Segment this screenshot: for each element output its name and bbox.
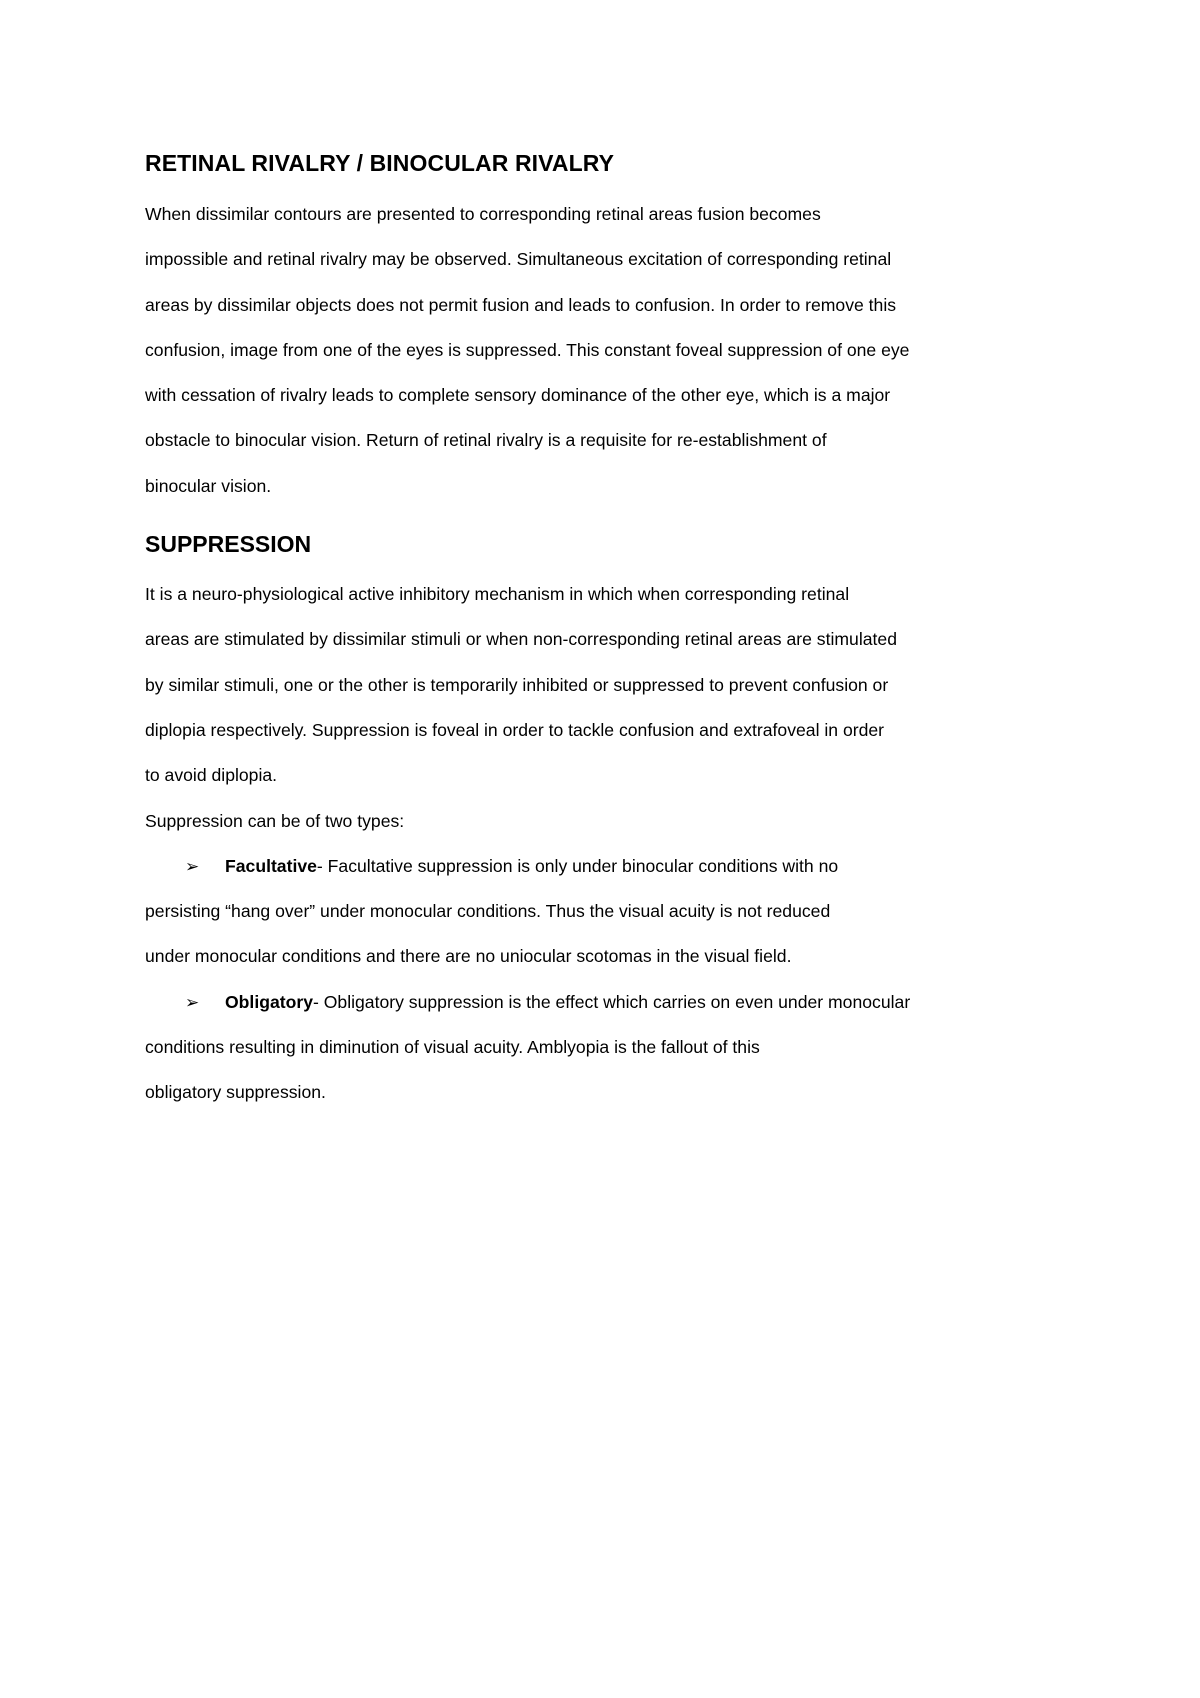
paragraph-line: obstacle to binocular vision. Return of retinal rivalry is a requisite for re-establishment of <box>145 430 827 451</box>
paragraph-line: to avoid diplopia. <box>145 765 278 786</box>
document-body <box>145 148 1045 1116</box>
types-intro: Suppression can be of two types: <box>145 810 405 831</box>
bullet-obligatory <box>145 980 1045 1116</box>
bullet-text: - Facultative suppression is only under binocular conditions with no <box>316 855 839 876</box>
bullet-first-line <box>145 844 1045 889</box>
bullet-title: Obligatory <box>225 991 313 1012</box>
heading-retinal-rivalry: RETINAL RIVALRY / BINOCULAR RIVALRY <box>145 150 615 176</box>
paragraph-line: It is a neuro-physiological active inhibitory mechanism in which when corresponding retinal <box>145 584 850 605</box>
paragraph-suppression <box>145 572 1045 798</box>
heading-suppression: SUPPRESSION <box>145 531 312 558</box>
bullet-title: Facultative <box>225 855 317 876</box>
paragraph-line: diplopia respectively. Suppression is foveal in order to tackle confusion and extrafoveal in order <box>145 719 885 740</box>
paragraph-line: impossible and retinal rivalry may be observed. Simultaneous excitation of corresponding retinal <box>145 249 892 270</box>
bullet-continuation-line: persisting “hang over” under monocular conditions. Thus the visual acuity is not reduced <box>145 901 831 922</box>
paragraph-line: binocular vision. <box>145 475 272 496</box>
paragraph-line: areas are stimulated by dissimilar stimuli or when non-corresponding retinal areas are stimulated <box>145 629 897 650</box>
paragraph-line: confusion, image from one of the eyes is suppressed. This constant foveal suppression of one eye <box>145 339 910 360</box>
bullet-first-line <box>145 980 1045 1025</box>
bullet-continuation-line: under monocular conditions and there are no uniocular scotomas in the visual field. <box>145 946 792 967</box>
paragraph-line: with cessation of rivalry leads to complete sensory dominance of the other eye, which is a major <box>145 385 891 406</box>
paragraph-line: areas by dissimilar objects does not permit fusion and leads to confusion. In order to remove this <box>145 294 897 315</box>
arrow-bullet-icon: ➢ <box>185 856 200 876</box>
paragraph-retinal-rivalry <box>145 192 1045 509</box>
bullet-continuation-line: conditions resulting in diminution of visual acuity. Amblyopia is the fallout of this <box>145 1037 760 1058</box>
paragraph-line: by similar stimuli, one or the other is temporarily inhibited or suppressed to prevent confusion or <box>145 674 889 695</box>
paragraph-line: When dissimilar contours are presented to corresponding retinal areas fusion becomes <box>145 204 821 224</box>
bullet-continuation-line: obligatory suppression. <box>145 1082 326 1103</box>
bullet-facultative <box>145 844 1045 980</box>
bullet-text: - Obligatory suppression is the effect which carries on even under monocular <box>312 991 911 1012</box>
arrow-bullet-icon: ➢ <box>185 992 200 1012</box>
